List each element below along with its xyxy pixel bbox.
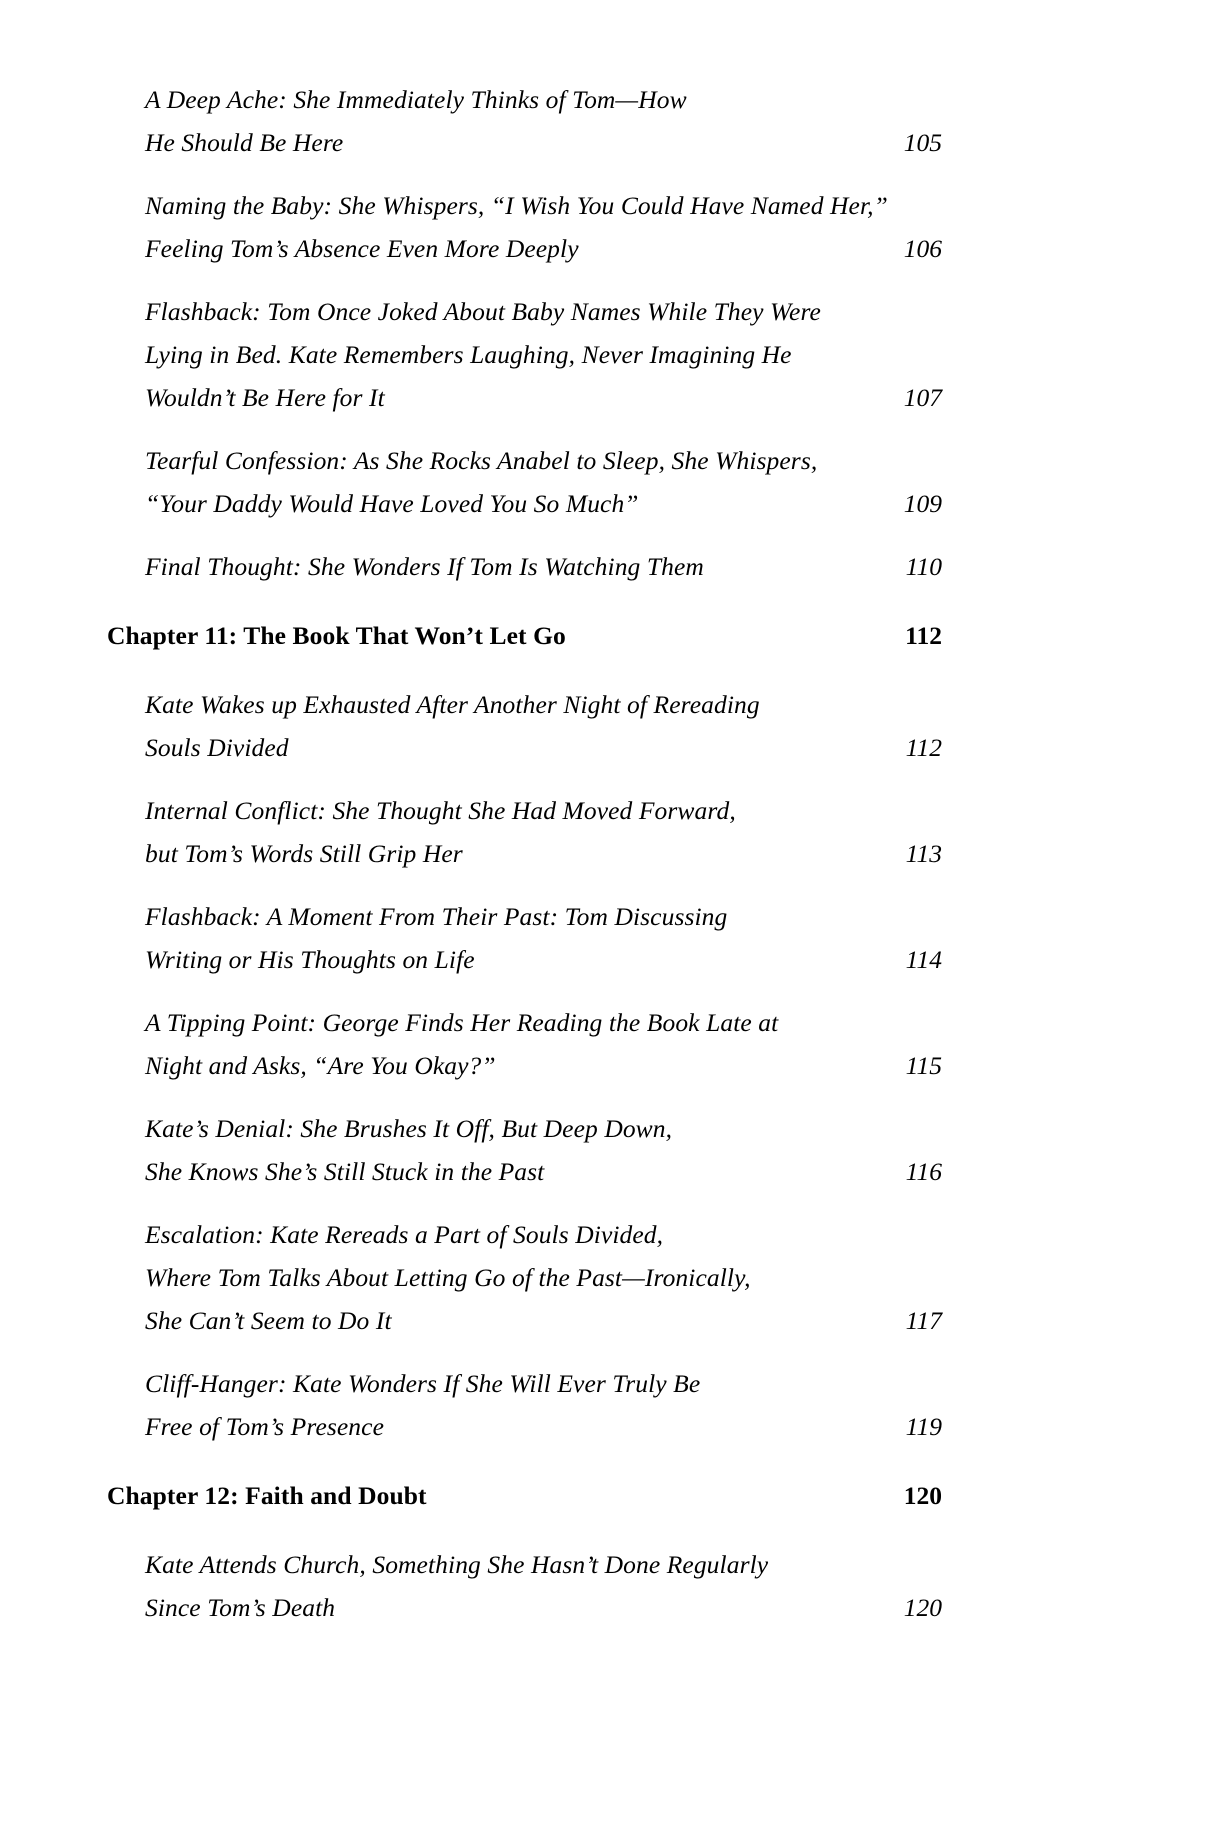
toc-entry-title-line: Kate Wakes up Exhausted After Another Night of Rereading: [145, 690, 760, 719]
toc-sub-entry[interactable]: [107, 1107, 942, 1193]
toc-sub-entry[interactable]: [107, 895, 942, 981]
toc-entry-title-line: Kate’s Denial: She Brushes It Off, But Deep Down,: [145, 1114, 673, 1143]
toc-sub-entry[interactable]: [107, 78, 942, 164]
toc-page-number: 105: [903, 128, 942, 157]
toc-entry-title: [145, 789, 905, 875]
toc-entry-title: [145, 290, 905, 419]
toc-entry-title-line: Tearful Confession: As She Rocks Anabel to Sleep, She Whispers,: [145, 446, 818, 475]
toc-entry-title-line: Final Thought: She Wonders If Tom Is Watching Them: [145, 552, 704, 581]
toc-page-number: 112: [905, 733, 942, 762]
toc-entry-title-line: She Can’t Seem to Do It: [145, 1306, 392, 1335]
toc-entry-title: [145, 1362, 905, 1448]
toc-sub-entry[interactable]: [107, 545, 942, 588]
toc-entry-title: [145, 545, 905, 588]
toc-entry-title: [107, 1474, 942, 1517]
toc-entry-title-line: Since Tom’s Death: [145, 1593, 336, 1622]
toc-sub-entry[interactable]: [107, 1543, 942, 1629]
toc-entry-title-line: Writing or His Thoughts on Life: [145, 945, 475, 974]
toc-entry-title-line: Lying in Bed. Kate Remembers Laughing, Never Imagining He: [145, 340, 792, 369]
toc-page-number: 114: [905, 945, 942, 974]
toc-page-number: 115: [905, 1051, 942, 1080]
toc-entry-title: [145, 184, 905, 270]
toc-entry-title-line: She Knows She’s Still Stuck in the Past: [145, 1157, 545, 1186]
toc-entry-title-line: Wouldn’t Be Here for It: [145, 383, 385, 412]
toc-page-number: 112: [905, 621, 942, 650]
toc-page-number: 120: [903, 1481, 942, 1510]
table-of-contents-list: [107, 78, 942, 1629]
toc-entry-title-line: Naming the Baby: She Whispers, “I Wish You Could Have Named Her,”: [145, 191, 888, 220]
toc-sub-entry[interactable]: [107, 683, 942, 769]
toc-entry-title-line: A Tipping Point: George Finds Her Reading the Book Late at: [145, 1008, 779, 1037]
toc-entry-title: [145, 1213, 905, 1342]
toc-page-number: 116: [905, 1157, 942, 1186]
toc-entry-title: [145, 1001, 905, 1087]
toc-entry-title-line: Night and Asks, “Are You Okay?”: [145, 1051, 496, 1080]
toc-entry-title-line: He Should Be Here: [145, 128, 344, 157]
toc-entry-title-line: Cliff-Hanger: Kate Wonders If She Will Ever Truly Be: [145, 1369, 701, 1398]
toc-sub-entry[interactable]: [107, 290, 942, 419]
toc-sub-entry[interactable]: [107, 184, 942, 270]
toc-entry-title-line: Chapter 11: The Book That Won’t Let Go: [107, 621, 566, 650]
toc-entry-title-line: Flashback: A Moment From Their Past: Tom Discussing: [145, 902, 728, 931]
toc-page-number: 110: [905, 552, 942, 581]
toc-entry-title: [145, 683, 905, 769]
toc-page-number: 117: [905, 1306, 942, 1335]
toc-entry-title-line: Where Tom Talks About Letting Go of the Past—Ironically,: [145, 1263, 751, 1292]
toc-page-number: 109: [903, 489, 942, 518]
toc-entry-title-line: Flashback: Tom Once Joked About Baby Names While They Were: [145, 297, 821, 326]
toc-page-number: 120: [903, 1593, 942, 1622]
toc-entry-title-line: Free of Tom’s Presence: [145, 1412, 384, 1441]
toc-page-number: 113: [905, 839, 942, 868]
toc-entry-title-line: Internal Conflict: She Thought She Had Moved Forward,: [145, 796, 736, 825]
toc-entry-title-line: Feeling Tom’s Absence Even More Deeply: [145, 234, 579, 263]
toc-sub-entry[interactable]: [107, 1213, 942, 1342]
toc-entry-title: [145, 1107, 905, 1193]
toc-entry-title-line: Escalation: Kate Rereads a Part of Souls Divided,: [145, 1220, 664, 1249]
toc-entry-title: [145, 439, 905, 525]
toc-entry-title-line: Souls Divided: [145, 733, 289, 762]
toc-entry-title: [145, 1543, 905, 1629]
toc-chapter-entry[interactable]: [107, 614, 942, 657]
toc-chapter-entry[interactable]: [107, 1474, 942, 1517]
toc-entry-title: [145, 895, 905, 981]
toc-entry-title-line: Chapter 12: Faith and Doubt: [107, 1481, 427, 1510]
toc-page-number: 119: [905, 1412, 942, 1441]
toc-page-number: 106: [903, 234, 942, 263]
toc-sub-entry[interactable]: [107, 789, 942, 875]
toc-sub-entry[interactable]: [107, 1001, 942, 1087]
toc-entry-title-line: A Deep Ache: She Immediately Thinks of Tom—How: [145, 85, 687, 114]
toc-entry-title: [145, 78, 905, 164]
toc-entry-title-line: but Tom’s Words Still Grip Her: [145, 839, 463, 868]
toc-page-number: 107: [903, 383, 942, 412]
toc-entry-title-line: Kate Attends Church, Something She Hasn’t Done Regularly: [145, 1550, 769, 1579]
toc-sub-entry[interactable]: [107, 1362, 942, 1448]
toc-entry-title-line: “Your Daddy Would Have Loved You So Much”: [145, 489, 639, 518]
toc-sub-entry[interactable]: [107, 439, 942, 525]
toc-entry-title: [107, 614, 942, 657]
